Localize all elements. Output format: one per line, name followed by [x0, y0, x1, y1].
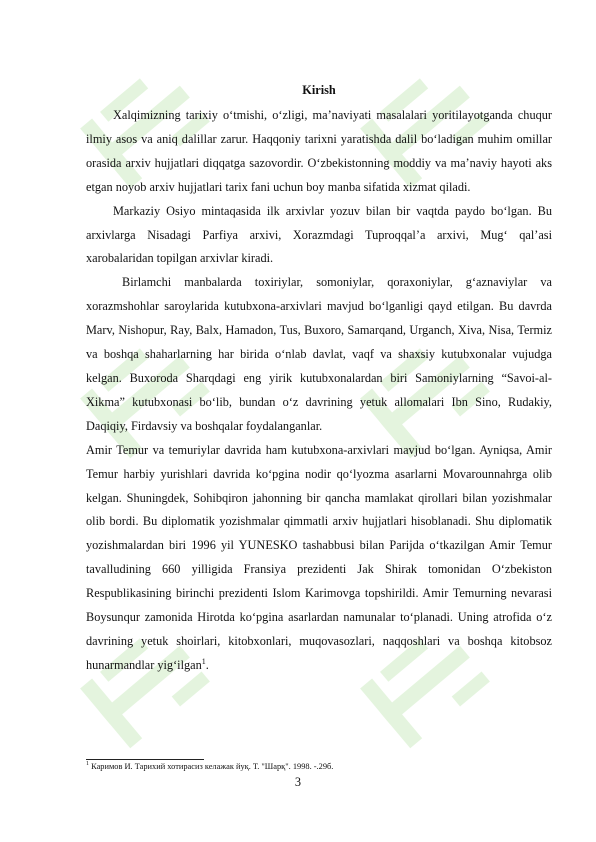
page-number: 3	[294, 775, 302, 789]
paragraph-4-text: Amir Temur va temuriylar davrida ham kutubxona-arxivlari mavjud bo‘lgan. Ayniqsa, Amir Temur harbiy yurishlari davrida ko‘pgina nodir qo‘lyozma asarlarni Movarounnahrga olib kelgan. Shuningdek, Sohibqiron jahonning bir qancha mamlakat qirollari bilan yozishmalar olib bordi. Bu diplomatik yozishmalar qimmatli arxiv hujjatlari hisoblanadi. Shu diplomatik yozishmalardan biri 1996 yil YUNESKO tashabbusi bilan Parijda o‘tkazilgan Amir Temur tavalludining 660 yilligida Fransiya prezidenti Jak Shirak tomonidan O‘zbekiston Respublikasining birinchi prezidenti Islom Karimovga topshirildi. Amir Temurning nevarasi Boysunqur zamonida Hirotda ko‘pgina asarlardan namunalar to‘planadi. Uning atrofida o‘z davrining yetuk shoirlari, kitobxonlari, muqovasozlari, naqqoshlari va boshqa kitobsoz hunarmandlar yig‘ilgan	[86, 442, 552, 672]
footnote-mark: 1	[86, 761, 89, 768]
paragraph-4: Amir Temur va temuriylar davrida ham kutubxona-arxivlari mavjud bo‘lgan. Ayniqsa, Amir Temur harbiy yurishlari davrida ko‘pgina nodir qo‘lyozma asarlarni Movarounnahrga olib kelgan. Shuningdek, Sohibqiron jahonning bir qancha mamlakat qirollari bilan yozishmalar olib bordi. Bu diplomatik yozishmalar qimmatli arxiv hujjatlari hisoblanadi. Shu diplomatik yozishmalardan biri 1996 yil YUNESKO tashabbusi bilan Parijda o‘tkazilgan Amir Temur tavalludining 660 yilligida Fransiya prezidenti Jak Shirak tomonidan O‘zbekiston Respublikasining birinchi prezidenti Islom Karimovga topshirildi. Amir Temurning nevarasi Boysunqur zamonida Hirotda ko‘pgina asarlardan namunalar to‘planadi. Uning atrofida o‘z davrining yetuk shoirlari, kitobxonlari, muqovasozlari, naqqoshlari va boshqa kitobsoz hunarmandlar yig‘ilgan$^1$.	[86, 442, 552, 672]
paragraph-1: Xalqimizning tarixiy o‘tmishi, o‘zligi, ma’naviyati masalalari yoritilayotganda chuqur ilmiy asos va aniq dalillar zarur. Haqqoniy tarixni yaratishda dalil bo‘ladigan muhim omillar orasida arxiv hujjatlari diqqatga sazovordir. O‘zbekistonning moddiy va ma’naviy hayoti aks etgan noyob arxiv hujjatlari tarix fani uchun boy manba sifatida xizmat qiladi.	[86, 108, 552, 194]
footnote-reference[interactable]: 1	[201, 656, 206, 666]
page-title: Kirish	[302, 83, 336, 97]
page-body	[86, 80, 552, 678]
footnote-text: Каримов И. Тарихий хотирасиз келажак йуқ. Т. "Шарқ". 1998. -.29б.	[91, 762, 334, 771]
footnote-divider	[86, 759, 204, 760]
footnote	[86, 761, 552, 773]
paragraph-2: Markaziy Osiyo mintaqasida ilk arxivlar yozuv bilan bir vaqtda paydo bo‘lgan. Bu arxivlarga Nisadagi Parfiya arxivi, Xorazmdagi Tuproqqal’a arxivi, Mug‘ qal’asi xarobalaridan topilgan arxivlar kiradi.	[86, 203, 552, 266]
paragraph-3: Birlamchi manbalarda toxiriylar, somoniylar, qoraxoniylar, g‘aznaviylar va xorazmshohlar saroylarida kutubxona-arxivlari mavjud bo‘lganligi qayd etilgan. Bu davrda Marv, Nishopur, Ray, Balx, Hamadon, Tus, Buxoro, Samarqand, Urganch, Xiva, Nisa, Termiz va boshqa shaharlarning har birida o‘nlab davlat, vaqf va shaxsiy kutubxonalar vujudga kelgan. Buxoroda Sharqdagi eng yirik kutubxonalardan biri Samoniylarning “Savoi-al-Xikma” kutubxonasi bo‘lib, bundan o‘z davrining yetuk allomalari Ibn Sino, Rudakiy, Daqiqiy, Firdavsiy va boshqalar foydalanganlar.	[86, 275, 552, 433]
